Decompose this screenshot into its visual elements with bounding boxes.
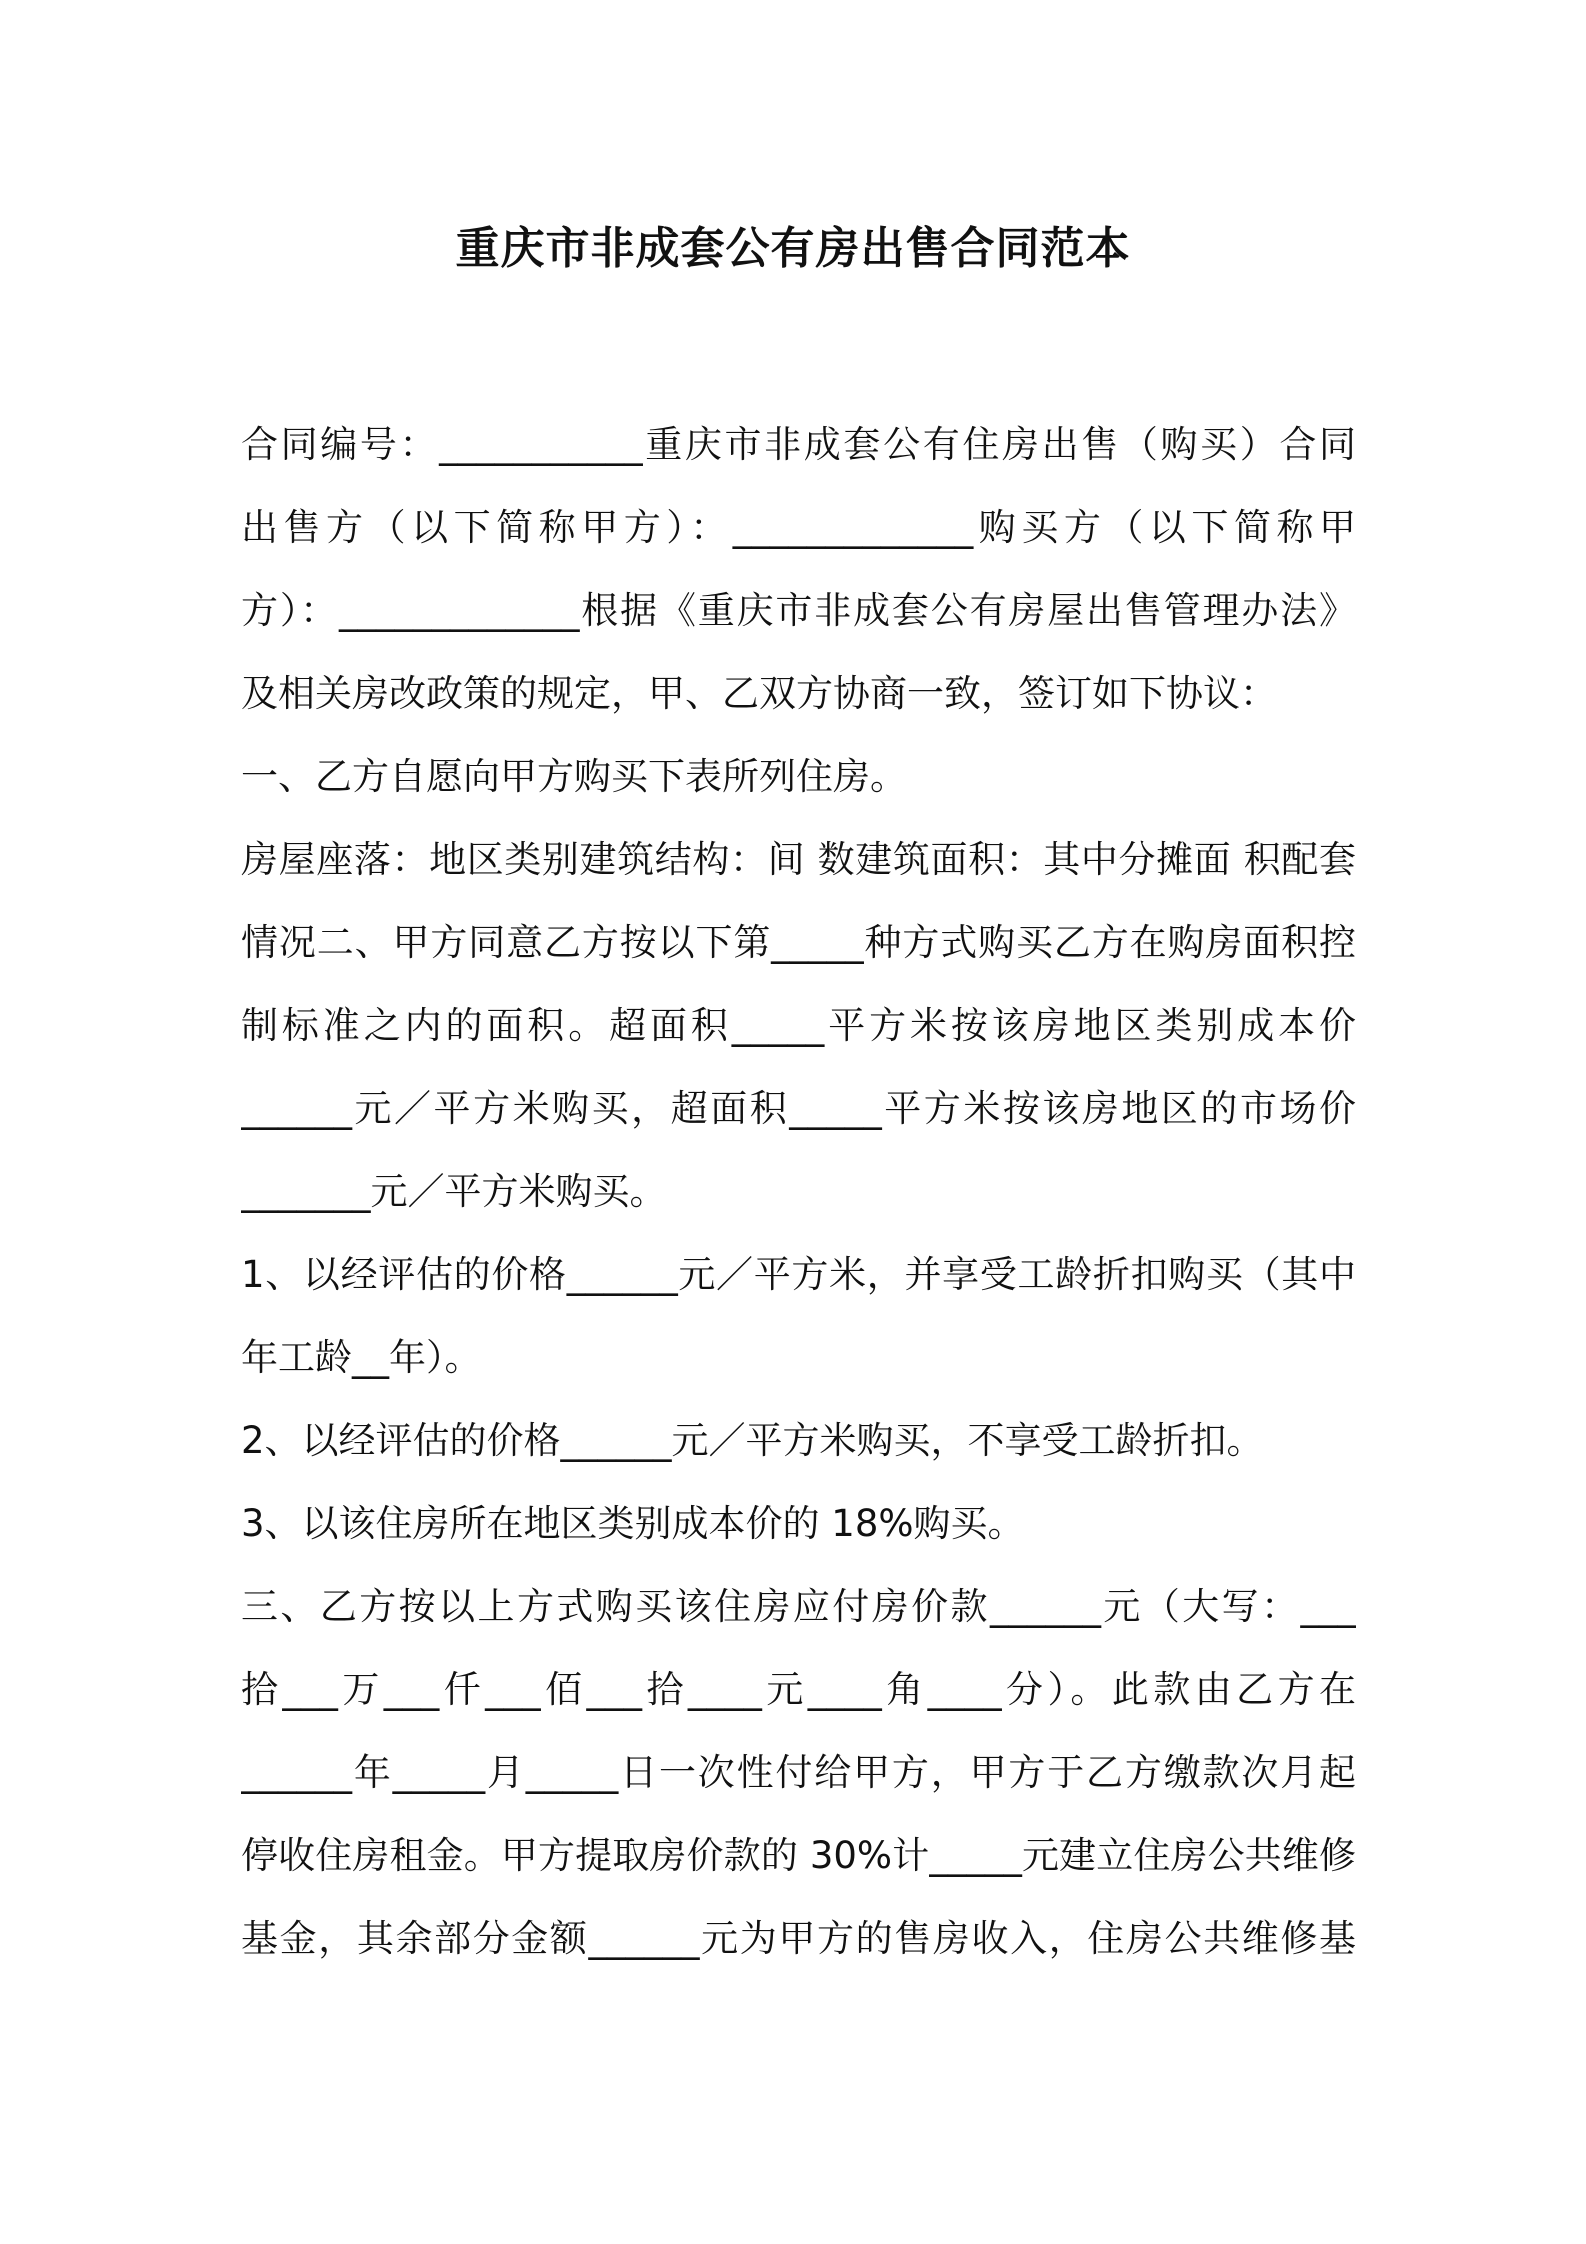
seller-line: 出售方（以下简称甲方）：_____________购买方（以下简称甲 [241, 506, 1356, 549]
option-1-line: 年工龄__年）。 [241, 1336, 482, 1379]
agreement-intro-line: 及相关房改政策的规定，甲、乙双方协商一致，签订如下协议： [241, 672, 1277, 715]
clause-1-heading: 一、乙方自愿向甲方购买下表所列住房。 [241, 755, 907, 798]
document-title: 重庆市非成套公有房出售合同范本 [455, 223, 1131, 274]
option-1-line: 1、以经评估的价格______元／平方米，并享受工龄折扣购买（其中 [241, 1253, 1356, 1296]
contract-number-line: 合同编号：___________重庆市非成套公有住房出售（购买）合同 [241, 423, 1356, 466]
house-info-line: 房屋座落：地区类别建筑结构：间 数建筑面积：其中分摊面 积配套 [241, 838, 1356, 881]
buyer-line: 方）：_____________根据《重庆市非成套公有房屋出售管理办法》 [241, 589, 1356, 632]
clause-2-line: 制标准之内的面积。超面积_____平方米按该房地区类别成本价 [241, 1004, 1356, 1047]
clause-3-line: ______年_____月_____日一次性付给甲方，甲方于乙方缴款次月起 [241, 1751, 1356, 1794]
clause-3-line: 停收住房租金。甲方提取房价款的 30%计_____元建立住房公共维修 [241, 1834, 1356, 1877]
clause-3-line: 基金，其余部分金额______元为甲方的售房收入，住房公共维修基 [241, 1917, 1356, 1960]
clause-3-line: 三、乙方按以上方式购买该住房应付房价款______元（大写：___ [241, 1585, 1356, 1628]
option-2-line: 2、以经评估的价格______元／平方米购买，不享受工龄折扣。 [241, 1419, 1264, 1462]
clause-3-line: 拾___万___仟___佰___拾____元____角____分）。此款由乙方在 [241, 1668, 1356, 1711]
contract-body [241, 403, 1356, 1980]
clause-2-line: ______元／平方米购买，超面积_____平方米按该房地区的市场价 [241, 1087, 1356, 1130]
clause-2-line: 情况二、甲方同意乙方按以下第_____种方式购买乙方在购房面积控 [241, 921, 1356, 964]
clause-2-line: _______元／平方米购买。 [241, 1170, 667, 1213]
option-3-line: 3、以该住房所在地区类别成本价的 18%购买。 [241, 1502, 1025, 1545]
